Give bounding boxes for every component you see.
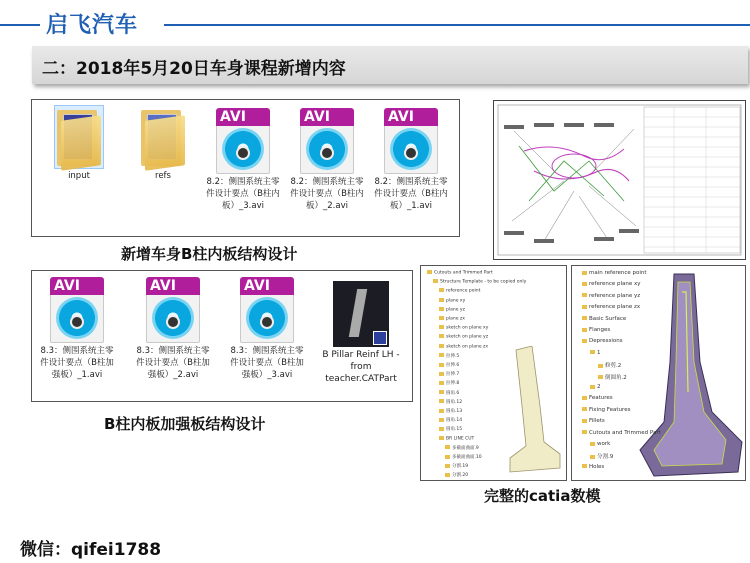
- tree-node[interactable]: [598, 361, 621, 369]
- b-pillar-inner-model-image: [634, 272, 744, 478]
- tree-node-label: Depressions: [589, 338, 623, 345]
- tree-node-icon: [439, 399, 444, 403]
- tree-node-icon: [439, 307, 444, 311]
- tree-node-icon: [590, 455, 595, 459]
- tree-node[interactable]: [439, 353, 459, 359]
- file-label: 8.3：侧围系统主零件设计要点（B柱加强板）_2.avi: [136, 346, 210, 380]
- tree-node-label: 拉伸.8: [446, 381, 460, 387]
- tree-node[interactable]: [582, 338, 623, 344]
- tree-node[interactable]: [582, 430, 661, 436]
- header-rule-left: [0, 24, 40, 26]
- catpart-file-icon: [333, 281, 389, 347]
- tree-node[interactable]: [582, 270, 647, 276]
- tree-node-icon: [439, 288, 444, 292]
- catia-tree-panel-1: [420, 265, 567, 481]
- tree-node-icon: [582, 282, 587, 286]
- tree-node-icon: [439, 418, 444, 422]
- tree-node-label: Structure Template - to be copied only: [440, 279, 527, 285]
- tree-node[interactable]: [582, 316, 626, 322]
- file-explorer-panel-2: [31, 270, 413, 402]
- tree-node[interactable]: [439, 325, 488, 331]
- panel2-caption: B柱内板加强板结构设计: [104, 415, 266, 433]
- tree-node[interactable]: [590, 452, 613, 460]
- tree-node-icon: [439, 353, 444, 357]
- tree-node-icon: [439, 390, 444, 394]
- tree-node-label: 倒圆角.2: [605, 374, 627, 381]
- tree-node[interactable]: [439, 399, 462, 405]
- video-file-icon: AVI: [44, 277, 110, 343]
- tree-node-label: 拉伸.5: [446, 353, 460, 359]
- tree-node-label: Basic Surface: [589, 315, 627, 322]
- tree-node-icon: [598, 375, 603, 379]
- tree-node-label: BR LINE CUT: [446, 436, 475, 442]
- tree-node-label: plane yz: [446, 307, 465, 313]
- tree-node[interactable]: [582, 395, 613, 401]
- avi-file[interactable]: [204, 108, 282, 212]
- file-label: B Pillar Reinf LH - from teacher.CATPart: [322, 350, 400, 384]
- tree-node-label: 修剪.2: [605, 363, 622, 370]
- tree-node-label: 多截面曲面.9: [452, 445, 479, 451]
- tree-node-label: 2: [597, 384, 601, 390]
- folder-refs[interactable]: [124, 106, 202, 182]
- tree-node[interactable]: [439, 436, 474, 442]
- tree-node-label: 多截面曲面.10: [452, 455, 482, 460]
- tree-node[interactable]: [439, 417, 462, 423]
- tree-node-icon: [439, 344, 444, 348]
- folder-input[interactable]: [40, 106, 118, 182]
- tree-node-label: reference point: [446, 288, 481, 294]
- brand-title: 启飞汽车: [46, 13, 139, 38]
- tree-node-label: sketch on plane xy: [446, 325, 489, 331]
- tree-node-icon: [582, 464, 587, 468]
- tree-node-icon: [439, 436, 444, 440]
- tree-node[interactable]: [439, 380, 459, 386]
- tree-node-icon: [445, 455, 450, 459]
- tree-node-icon: [439, 334, 444, 338]
- file-label: 8.3：侧围系统主零件设计要点（B柱加强板）_3.avi: [230, 346, 304, 380]
- tree-node-icon: [445, 445, 450, 449]
- video-file-icon: AVI: [140, 277, 206, 343]
- tree-node-label: 圆角.12: [446, 399, 463, 405]
- tree-node-icon: [582, 316, 587, 320]
- video-file-icon: AVI: [210, 108, 276, 174]
- file-label: 8.3：侧围系统主零件设计要点（B柱加强板）_1.avi: [40, 346, 114, 380]
- tree-node-label: plane xy: [446, 298, 466, 304]
- catpart-file[interactable]: [322, 281, 400, 385]
- tree-node[interactable]: [445, 472, 468, 478]
- wechat-contact: 微信：qifei1788: [20, 540, 162, 560]
- tree-node[interactable]: [590, 384, 601, 390]
- tree-node-icon: [582, 293, 587, 297]
- tree-node-label: 拉伸.7: [446, 372, 460, 378]
- tree-node-icon: [590, 350, 595, 354]
- tree-node-icon: [590, 442, 595, 446]
- file-label: input: [68, 171, 90, 181]
- tree-node[interactable]: [445, 454, 482, 460]
- tree-node-label: Flanges: [589, 327, 611, 333]
- panel1-caption: 新增车身B柱内板结构设计: [121, 245, 298, 263]
- video-file-icon: AVI: [378, 108, 444, 174]
- tree-node-icon: [433, 279, 438, 283]
- tree-node-label: reference plane yz: [589, 292, 641, 299]
- tree-node-label: Features: [589, 395, 613, 402]
- tree-node[interactable]: [433, 279, 526, 285]
- tree-node-label: plane zx: [446, 316, 465, 322]
- tree-node-label: sketch on plane zx: [446, 344, 489, 350]
- file-explorer-panel-1: [31, 99, 460, 237]
- folder-icon: [55, 106, 103, 168]
- file-label: refs: [155, 171, 171, 181]
- b-pillar-model-image: [506, 346, 561, 476]
- tree-node[interactable]: [445, 445, 479, 451]
- tree-node[interactable]: [582, 407, 630, 413]
- tree-node-icon: [439, 316, 444, 320]
- tree-node[interactable]: [582, 464, 604, 470]
- file-label: 8.2：侧围系统主零件设计要点（B柱内板）_3.avi: [206, 177, 280, 211]
- tree-node-icon: [439, 381, 444, 385]
- tree-node[interactable]: [598, 373, 627, 381]
- tree-node[interactable]: [582, 327, 610, 333]
- tree-node[interactable]: [590, 350, 601, 356]
- section-banner: [32, 46, 748, 84]
- tree-node-icon: [439, 372, 444, 376]
- tree-node-label: 圆角.15: [446, 427, 463, 433]
- tree-node[interactable]: [427, 270, 493, 276]
- tree-node-label: Fillets: [589, 418, 605, 425]
- avi-file[interactable]: [288, 108, 366, 212]
- tree-node-label: Holes: [589, 463, 605, 470]
- tree-node[interactable]: [439, 408, 462, 414]
- tree-node-label: 分割.19: [452, 464, 469, 470]
- tree-node-icon: [439, 409, 444, 413]
- tree-node[interactable]: [445, 463, 468, 469]
- tree-node-label: 圆角.13: [446, 409, 463, 414]
- tree-node[interactable]: [582, 304, 640, 310]
- video-file-icon: AVI: [234, 277, 300, 343]
- tree-node[interactable]: [439, 334, 488, 340]
- tree-node[interactable]: [439, 316, 465, 322]
- tree-node[interactable]: [590, 441, 610, 447]
- tree-node-label: 分割.20: [452, 473, 469, 479]
- tree-node-icon: [439, 427, 444, 431]
- tree-node-icon: [582, 419, 587, 423]
- avi-file[interactable]: [38, 277, 116, 381]
- tree-node[interactable]: [439, 390, 459, 396]
- section-title: 二：2018年5月20日车身课程新增内容: [42, 59, 346, 79]
- folder-icon: [139, 106, 187, 168]
- tree-node[interactable]: [439, 344, 488, 350]
- tree-node-icon: [445, 464, 450, 468]
- tree-node-icon: [582, 396, 587, 400]
- tree-node-label: 拉伸.6: [446, 363, 460, 368]
- catia-tree-panel-2: [571, 265, 746, 481]
- tree-node[interactable]: [582, 281, 641, 287]
- tree-node-label: sketch on plane yz: [446, 334, 489, 340]
- tree-node-icon: [590, 385, 595, 389]
- tree-node-icon: [427, 270, 432, 274]
- tree-node-label: main reference point: [589, 270, 647, 276]
- tree-node-label: 1: [597, 349, 601, 356]
- tree-node-label: reference plane zx: [589, 304, 641, 311]
- tree-node[interactable]: [439, 288, 480, 294]
- tree-node-label: work: [597, 441, 611, 447]
- tree-node-label: Fixing Features: [589, 406, 631, 413]
- tree-node-label: 圆角.14: [446, 418, 463, 424]
- tree-node-label: reference plane xy: [589, 281, 641, 288]
- header-rule-right: [164, 24, 750, 26]
- engineering-drawing-image: [493, 100, 746, 260]
- avi-file[interactable]: [372, 108, 450, 212]
- tree-node-label: 分割.9: [597, 454, 614, 461]
- tree-node[interactable]: [582, 418, 605, 424]
- avi-file[interactable]: [228, 277, 306, 381]
- video-file-icon: AVI: [294, 108, 360, 174]
- avi-file[interactable]: [134, 277, 212, 381]
- tree-node-icon: [582, 328, 587, 332]
- tree-node[interactable]: [582, 293, 640, 299]
- tree-node-icon: [439, 298, 444, 302]
- tree-node-icon: [582, 271, 587, 275]
- tree-node-icon: [582, 430, 587, 434]
- tree-node[interactable]: [439, 307, 465, 313]
- tree-node-icon: [582, 339, 587, 343]
- tree-node[interactable]: [439, 371, 459, 377]
- tree-node-label: Cutouts and Trimmed Part: [589, 429, 661, 436]
- tree-node[interactable]: [439, 426, 462, 432]
- catia-caption: 完整的catia数模: [484, 487, 601, 505]
- tree-node-icon: [582, 407, 587, 411]
- file-label: 8.2：侧围系统主零件设计要点（B柱内板）_2.avi: [290, 177, 364, 211]
- tree-node-icon: [582, 305, 587, 309]
- tree-node[interactable]: [439, 362, 459, 368]
- tree-node-icon: [439, 363, 444, 367]
- tree-node[interactable]: [439, 298, 465, 304]
- tree-node-icon: [439, 325, 444, 329]
- tree-node-label: Cutouts and Trimmed Part: [434, 270, 493, 276]
- file-label: 8.2：侧围系统主零件设计要点（B柱内板）_1.avi: [374, 177, 448, 211]
- tree-node-label: 圆角.6: [446, 390, 460, 396]
- tree-node-icon: [445, 473, 450, 477]
- tree-node-icon: [598, 364, 603, 368]
